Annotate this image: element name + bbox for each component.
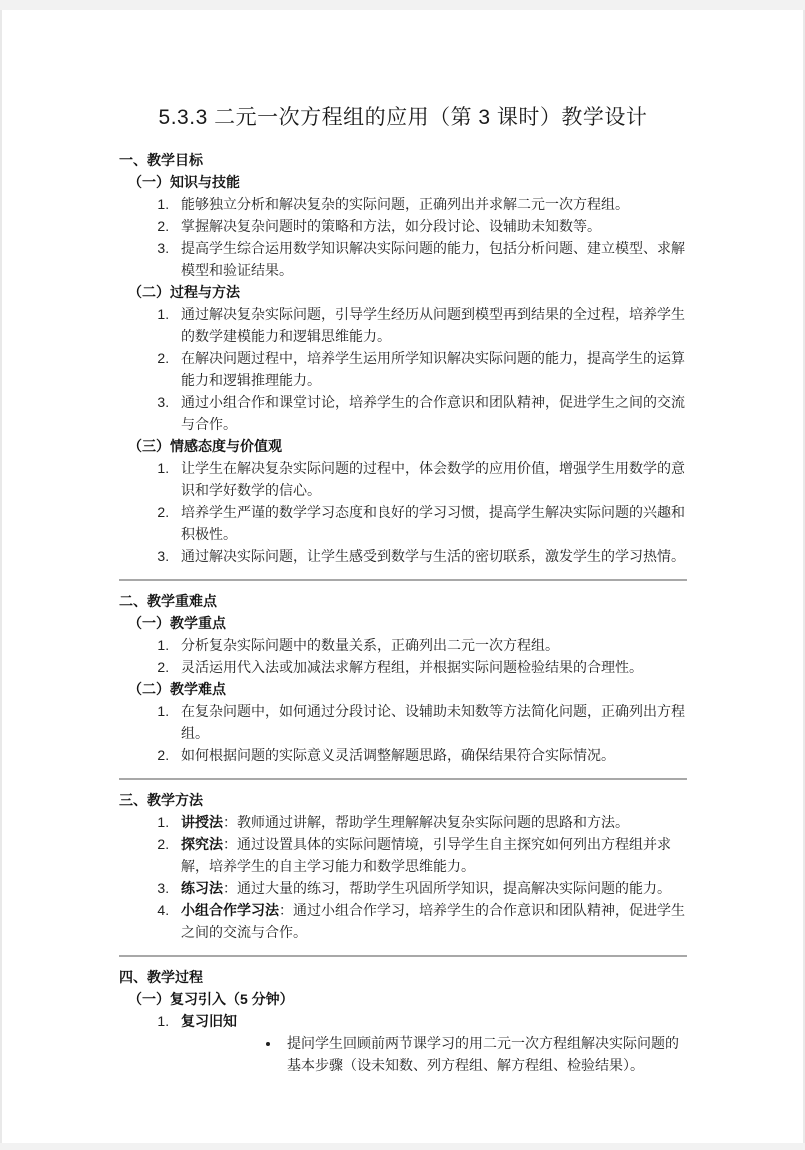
list-item: 3. 通过解决实际问题，让学生感受到数学与生活的密切联系，激发学生的学习热情。 xyxy=(173,545,687,567)
bullet-list xyxy=(181,1032,687,1076)
list-item: 2. 掌握解决复杂问题时的策略和方法，如分段讨论、设辅助未知数等。 xyxy=(173,215,687,237)
list-item: 1. 通过解决复杂实际问题，引导学生经历从问题到模型再到结果的全过程，培养学生的数学建模能力和逻辑思维能力。 xyxy=(173,303,687,347)
list-item: 3. 提高学生综合运用数学知识解决实际问题的能力，包括分析问题、建立模型、求解模型和验证结果。 xyxy=(173,237,687,281)
subsection-heading: （一）教学重点 xyxy=(128,615,226,631)
subsection-heading: （一）知识与技能 xyxy=(128,174,240,190)
list-item xyxy=(173,833,687,877)
section-teaching-process xyxy=(119,966,687,1076)
section-teaching-objectives xyxy=(119,149,687,567)
section-heading: 一、教学目标 xyxy=(119,152,203,168)
list-item: 1. 分析复杂实际问题中的数量关系，正确列出二元一次方程组。 xyxy=(173,634,687,656)
section-key-difficult-points xyxy=(119,590,687,766)
step-title: 复习旧知 xyxy=(181,1013,237,1029)
list-item xyxy=(173,877,687,899)
numbered-list xyxy=(119,303,687,435)
list-item: 2. 如何根据问题的实际意义灵活调整解题思路，确保结果符合实际情况。 xyxy=(173,744,687,766)
numbered-list xyxy=(119,1010,687,1076)
document-content xyxy=(2,103,803,1076)
list-item: 2. 培养学生严谨的数学学习态度和良好的学习习惯，提高学生解决实际问题的兴趣和积极性。 xyxy=(173,501,687,545)
list-item: 1. 在复杂问题中，如何通过分段讨论、设辅助未知数等方法简化问题，正确列出方程组。 xyxy=(173,700,687,744)
list-item: 2. 灵活运用代入法或加减法求解方程组，并根据实际问题检验结果的合理性。 xyxy=(173,656,687,678)
list-item: 3. 通过小组合作和课堂讨论，培养学生的合作意识和团队精神，促进学生之间的交流与合作。 xyxy=(173,391,687,435)
list-item: 1. 让学生在解决复杂实际问题的过程中，体会数学的应用价值，增强学生用数学的意识和学好数学的信心。 xyxy=(173,457,687,501)
method-name: 小组合作学习法 xyxy=(181,902,279,918)
numbered-list xyxy=(119,193,687,281)
section-divider xyxy=(119,955,687,957)
numbered-list xyxy=(119,457,687,567)
list-item xyxy=(173,899,687,943)
subsection-heading: （二）教学难点 xyxy=(128,681,226,697)
section-heading: 四、教学过程 xyxy=(119,969,203,985)
section-teaching-methods xyxy=(119,789,687,943)
method-name: 练习法 xyxy=(181,880,223,896)
subsection-heading: （三）情感态度与价值观 xyxy=(128,438,282,454)
method-description: ：通过小组合作学习，培养学生的合作意识和团队精神，促进学生之间的交流与合作。 xyxy=(181,902,685,940)
method-name: 探究法 xyxy=(181,836,223,852)
numbered-list xyxy=(119,700,687,766)
method-name: 讲授法 xyxy=(181,814,223,830)
section-heading: 二、教学重难点 xyxy=(119,593,217,609)
numbered-list xyxy=(119,634,687,678)
method-description: ：通过大量的练习，帮助学生巩固所学知识，提高解决实际问题的能力。 xyxy=(223,880,671,896)
numbered-list xyxy=(119,811,687,943)
list-item: 2. 在解决问题过程中，培养学生运用所学知识解决实际问题的能力，提高学生的运算能力和逻辑推理能力。 xyxy=(173,347,687,391)
document-page xyxy=(0,10,805,1143)
bullet-item: • 提问学生回顾前两节课学习的用二元一次方程组解决实际问题的基本步骤（设未知数、列方程组、解方程组、检验结果）。 xyxy=(281,1032,687,1076)
list-item: 1. 能够独立分析和解决复杂的实际问题，正确列出并求解二元一次方程组。 xyxy=(173,193,687,215)
section-divider xyxy=(119,579,687,581)
subsection-heading: （二）过程与方法 xyxy=(128,284,240,300)
method-description: ：教师通过讲解，帮助学生理解解决复杂实际问题的思路和方法。 xyxy=(223,814,629,830)
section-heading: 三、教学方法 xyxy=(119,792,203,808)
section-divider xyxy=(119,778,687,780)
subsection-heading: （一）复习引入（5 分钟） xyxy=(128,991,294,1007)
document-title: 5.3.3 二元一次方程组的应用（第 3 课时）教学设计 xyxy=(158,106,648,129)
list-item xyxy=(173,811,687,833)
list-item xyxy=(173,1010,687,1076)
method-description: ：通过设置具体的实际问题情境，引导学生自主探究如何列出方程组并求解，培养学生的自主学习能力和数学思维能力。 xyxy=(181,836,671,874)
